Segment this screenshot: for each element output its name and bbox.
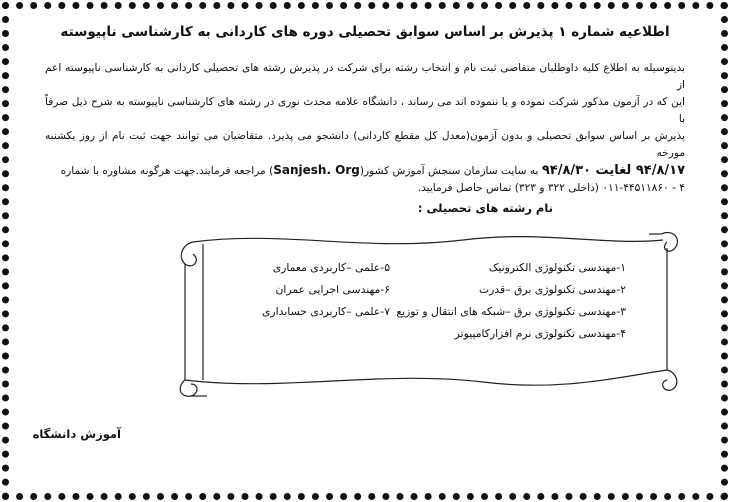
body-line: ۴ - ۰۱۱-۴۴۵۱۱۸۶۰ (داخلی ۳۲۲ و ۳۲۳) تماس حاصل فرمایید. (417, 182, 685, 194)
body-text: ) مراجعه فرمایند.جهت هرگونه مشاوره با شماره (60, 165, 274, 177)
body-line (45, 162, 685, 180)
list-item: ۳-مهندسی تکنولوژی برق –شبکه های انتقال و توزیع (396, 305, 626, 318)
announcement-title: اطلاعیه شماره ۱ پذیرش بر اساس سوابق تحصیلی دوره های کاردانی به کارشناسی ناپیوسته (60, 24, 670, 40)
scroll-banner (163, 220, 686, 400)
list-item: ۶-مهندسی اجرایی عمران (275, 283, 390, 296)
list-item: ۷-علمی –کاربردی حسابداری (261, 305, 390, 318)
list-item: ۲-مهندسی تکنولوژی برق –قدرت (478, 283, 626, 296)
body-line: این که در آزمون مذکور شرکت نموده و یا ننموده اند می رساند ، دانشگاه علامه محدث نوری در رشته های کارشناسی ناپیوسته به شرح ذیل صرفاً با (45, 96, 685, 125)
fields-heading: نام رشته های تحصیلی : (417, 201, 553, 215)
registration-date-range: ۹۴/۸/۱۷ لغایت ۹۴/۸/۳۰ (541, 163, 685, 178)
website-link[interactable]: Sanjesh. Org (273, 163, 360, 177)
signature-department: آموزش دانشگاه (32, 427, 121, 441)
list-item: ۱-مهندسی تکنولوژی الکترونیک (488, 261, 626, 274)
list-item: ۴-مهندسی تکنولوژی نرم افزارکامپیوتر (454, 327, 626, 340)
body-line: پذیرش بر اساس سوابق تحصیلی و بدون آزمون(معدل کل مقطع کاردانی) دانشجو می پذیرد. متقاضیان می توانند جهت ثبت نام از روز یکشنبه مورخه (45, 130, 685, 159)
fields-list-right (396, 257, 626, 345)
fields-list-left (200, 257, 390, 323)
body-line: بدینوسیله به اطلاع کلیه داوطلبان متقاضی ثبت نام و انتخاب رشته برای شرکت در پذیرش رشته های تحصیلی کاردانی به کارشناسی ناپیوسته اعم از (45, 62, 685, 91)
body-text: به سایت سازمان سنجش آموزش کشور( (359, 165, 539, 177)
announcement-body (45, 60, 685, 197)
list-item: ۵-علمی –کاربردی معماری (272, 261, 390, 274)
